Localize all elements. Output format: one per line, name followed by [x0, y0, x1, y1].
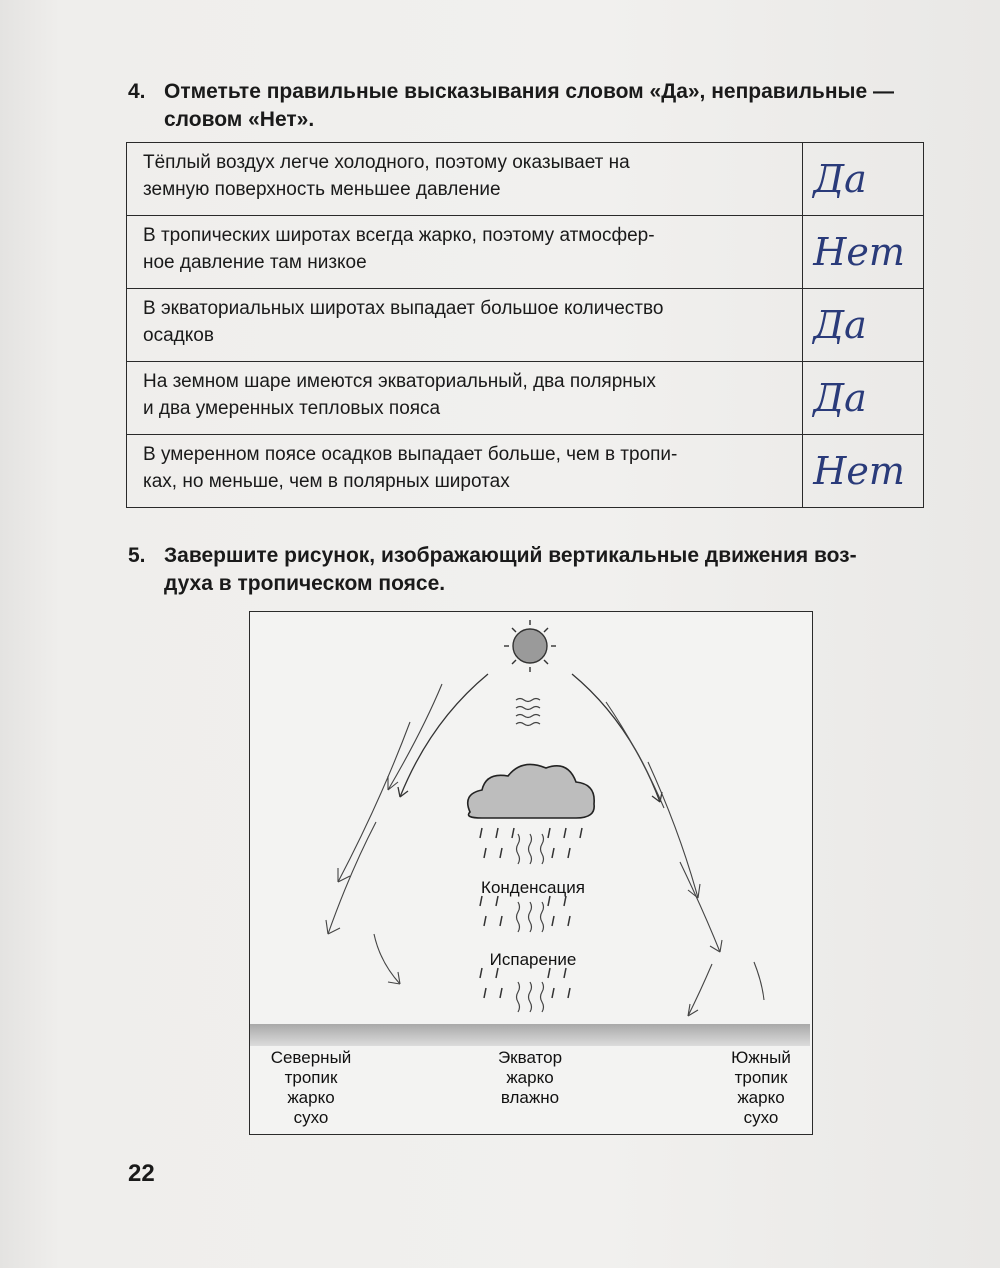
answer-cell[interactable]: Да [803, 143, 924, 216]
statement-line: В тропических широтах всегда жарко, поэтому атмосфер- [143, 225, 655, 246]
statement-line: и два умеренных тепловых пояса [143, 398, 441, 419]
north-tropic-line: тропик [284, 1068, 338, 1087]
statement-line: ное давление там низкое [143, 252, 367, 273]
table-row [127, 435, 924, 508]
task-4-number: 4. [128, 80, 146, 103]
statement-line: На земном шаре имеются экваториальный, два полярных [143, 371, 656, 392]
air-circulation-diagram [249, 611, 813, 1135]
task-5-title-line1: Завершите рисунок, изображающий вертикальные движения воз- [164, 544, 857, 567]
ray-arrow [400, 674, 488, 797]
task-5-number: 5. [128, 544, 146, 567]
south-tropic-line: Южный [731, 1048, 791, 1067]
task-5-title [128, 542, 928, 602]
answer-cell[interactable]: Нет [803, 435, 924, 508]
north-tropic-line: сухо [293, 1108, 329, 1127]
statement-line: ках, но меньше, чем в полярных широтах [143, 471, 510, 492]
drawn-arrow [648, 762, 698, 898]
statements-table [126, 142, 924, 508]
south-tropic-line: сухо [743, 1108, 779, 1127]
statement-line: Тёплый воздух легче холодного, поэтому оказывает на [143, 152, 630, 173]
statement-line: В экваториальных широтах выпадает большое количество [143, 298, 664, 319]
rising-vapor [517, 834, 544, 1012]
south-tropic-label [706, 1048, 816, 1128]
drawn-arrow [388, 684, 442, 790]
answer-cell[interactable]: Да [803, 362, 924, 435]
north-tropic-line: Северный [270, 1048, 352, 1067]
evaporation-label: Испарение [489, 950, 577, 969]
drawn-arrow [680, 862, 720, 952]
table-row [127, 143, 924, 216]
equator-line: жарко [506, 1068, 554, 1087]
descending-air-right [606, 702, 764, 1016]
page-number: 22 [128, 1160, 155, 1187]
table-row [127, 362, 924, 435]
task-4-title-line1: Отметьте правильные высказывания словом «Да», неправильные — [164, 80, 894, 103]
table-row [127, 216, 924, 289]
equator-line: влажно [500, 1088, 560, 1107]
statement-cell [127, 143, 803, 216]
statement-line: земную поверхность меньшее давление [143, 179, 501, 200]
descending-air-left [326, 684, 442, 984]
north-tropic-label [256, 1048, 366, 1128]
equator-label [470, 1048, 590, 1108]
task-5-title-line2: духа в тропическом поясе. [164, 572, 446, 595]
drawn-arrow [754, 962, 764, 1000]
task-4-title-line2: словом «Нет». [164, 108, 315, 131]
drawn-arrow [328, 822, 376, 934]
statement-cell [127, 362, 803, 435]
statement-cell [127, 216, 803, 289]
statement-line: В умеренном поясе осадков выпадает больше, чем в тропи- [143, 444, 678, 465]
ray-arrow [572, 674, 660, 802]
cloud-icon [468, 764, 594, 818]
table-row [127, 289, 924, 362]
sun-icon [504, 620, 556, 672]
south-tropic-line: тропик [734, 1068, 788, 1087]
equator-line: Экватор [497, 1048, 563, 1067]
answer-cell[interactable]: Да [803, 289, 924, 362]
statement-line: осадков [143, 325, 214, 346]
answer-cell[interactable]: Нет [803, 216, 924, 289]
heat-waves [516, 699, 540, 726]
statement-cell [127, 289, 803, 362]
drawn-arrow [374, 934, 400, 984]
task-4-title [128, 78, 928, 138]
south-tropic-line: жарко [737, 1088, 785, 1107]
north-tropic-line: жарко [287, 1088, 335, 1107]
drawn-arrow [688, 964, 712, 1016]
ground-surface [250, 1024, 810, 1046]
rain [480, 828, 582, 998]
statement-cell [127, 435, 803, 508]
drawn-arrow [338, 722, 410, 882]
condensation-label: Конденсация [481, 878, 585, 897]
